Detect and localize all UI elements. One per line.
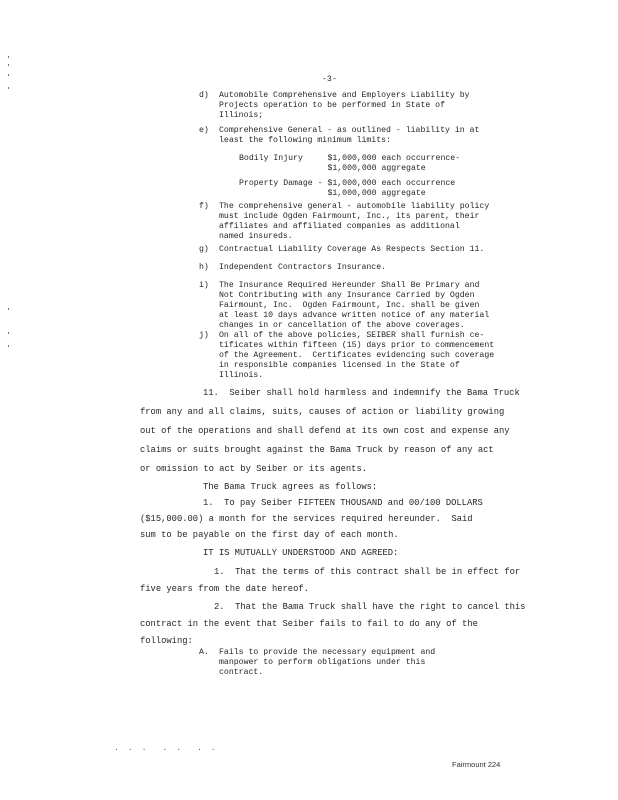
limits-line: $1,000,000 aggregate	[239, 189, 426, 198]
item-line: affiliates and affiliated companies as additional	[219, 222, 460, 231]
item-label: j)	[199, 331, 209, 340]
margin-speck	[8, 87, 9, 89]
item-label: f)	[199, 202, 209, 211]
item-line: tificates within fifteen (15) days prior to commencement	[219, 341, 495, 350]
item-line: contract.	[219, 668, 264, 677]
item-line: The Insurance Required Hereunder Shall Be Primary and	[219, 281, 480, 290]
item-line: Illinois.	[219, 371, 264, 380]
item-line: at least 10 days advance written notice of any material	[219, 311, 490, 320]
margin-speck	[8, 332, 9, 334]
footer-dots: . . . . . . .	[114, 744, 218, 753]
section-heading: IT IS MUTUALLY UNDERSTOOD AND AGREED:	[203, 548, 399, 558]
margin-speck	[8, 308, 9, 310]
item-label: h)	[199, 263, 209, 272]
item-line: On all of the above policies, SEIBER shall furnish ce-	[219, 331, 485, 340]
paragraph-11-line: 11. Seiber shall hold harmless and indemnify the Bama Truck	[203, 388, 520, 398]
item-line: Automobile Comprehensive and Employers Liability by	[219, 91, 470, 100]
item-line: Projects operation to be performed in State of	[219, 101, 446, 110]
page-number: -3-	[322, 75, 337, 84]
paragraph-11-line: out of the operations and shall defend at its own cost and expense any	[140, 426, 510, 436]
understood-line: 1. That the terms of this contract shall be in effect for	[214, 567, 521, 577]
item-label: g)	[199, 245, 209, 254]
item-label: d)	[199, 91, 209, 100]
item-line: Independent Contractors Insurance.	[219, 263, 387, 272]
item-line: Fails to provide the necessary equipment and	[219, 648, 436, 657]
payment-line: ($15,000.00) a month for the services required hereunder. Said	[140, 514, 473, 524]
understood-line: contract in the event that Seiber fails to fail to do any of the	[140, 619, 478, 629]
item-line: least the following minimum limits:	[219, 136, 391, 145]
understood-line: following:	[140, 636, 193, 646]
limits-line: Bodily Injury $1,000,000 each occurrence-	[239, 154, 461, 163]
item-line: Fairmount, Inc. Ogden Fairmount, Inc. shall be given	[219, 301, 480, 310]
item-line: Contractual Liability Coverage As Respects Section 11.	[219, 245, 485, 254]
item-line: must include Ogden Fairmount, Inc., its parent, their	[219, 212, 480, 221]
paragraph-11-line: or omission to act by Seiber or its agents.	[140, 464, 367, 474]
item-line: Not Contributing with any Insurance Carried by Ogden	[219, 291, 475, 300]
margin-speck	[8, 56, 9, 58]
item-line: in responsible companies licensed in the State of	[219, 361, 460, 370]
item-label: A.	[199, 648, 209, 657]
limits-line: $1,000,000 aggregate	[239, 164, 426, 173]
item-line: Illinois;	[219, 111, 264, 120]
payment-line: 1. To pay Seiber FIFTEEN THOUSAND and 00/100 DOLLARS	[203, 498, 483, 508]
payment-intro: The Bama Truck agrees as follows:	[203, 482, 378, 492]
paragraph-11-line: claims or suits brought against the Bama Truck by reason of any act	[140, 445, 494, 455]
item-line: named insureds.	[219, 232, 293, 241]
understood-line: five years from the date hereof.	[140, 584, 309, 594]
limits-line: Property Damage - $1,000,000 each occurrence	[239, 179, 456, 188]
item-label: e)	[199, 126, 209, 135]
item-line: The comprehensive general - automobile liability policy	[219, 202, 490, 211]
paragraph-11-line: from any and all claims, suits, causes of action or liability growing	[140, 407, 505, 417]
item-line: changes in or cancellation of the above coverages.	[219, 321, 465, 330]
item-line: manpower to perform obligations under this	[219, 658, 426, 667]
bates-number: Fairmount 224	[452, 760, 501, 769]
item-line: Comprehensive General - as outlined - liability in at	[219, 126, 480, 135]
item-label: i)	[199, 281, 209, 290]
margin-speck	[8, 345, 9, 347]
margin-speck	[8, 74, 9, 76]
understood-line: 2. That the Bama Truck shall have the right to cancel this	[214, 602, 526, 612]
item-line: of the Agreement. Certificates evidencing such coverage	[219, 351, 495, 360]
margin-speck	[8, 64, 9, 66]
payment-line: sum to be payable on the first day of each month.	[140, 530, 399, 540]
